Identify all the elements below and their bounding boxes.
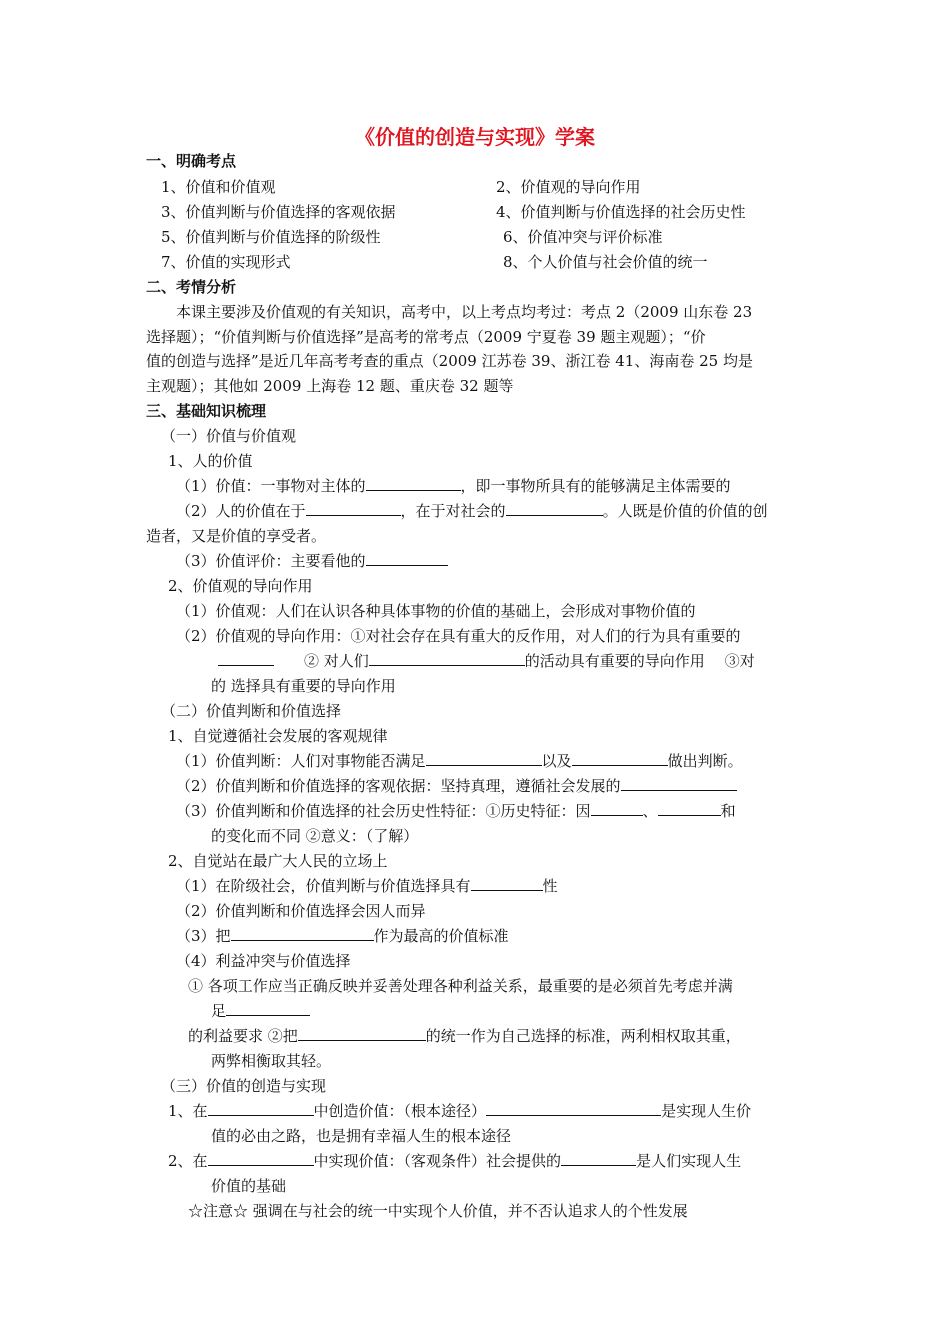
- fill-blank[interactable]: [218, 650, 274, 666]
- exam-point-6: 6、价值冲突与评价标准: [503, 228, 663, 246]
- exam-point-4: 4、价值判断与价值选择的社会历史性: [496, 203, 746, 221]
- fill-blank[interactable]: [426, 750, 542, 766]
- text: ，在于对社会的: [400, 502, 506, 520]
- text: （1）价值：一事物对主体的: [176, 477, 366, 495]
- analysis-line-2: 选择题）；“价值判断与价值选择”是高考的常考点（2009 宁夏卷 39 题主观题）；“价: [146, 328, 706, 346]
- text: 的统一作为自己选择的标准，两利相权取其重，: [425, 1027, 741, 1045]
- document-title: 《价值的创造与实现》学案: [355, 125, 595, 149]
- item-historicity: [176, 800, 736, 822]
- text: 的利益要求 ②把: [188, 1027, 298, 1045]
- fill-blank[interactable]: [471, 875, 543, 891]
- item-interest-2: [188, 1025, 741, 1047]
- part-1-subtitle-2: 2、价值观的导向作用: [168, 577, 313, 595]
- text: ③对: [724, 652, 755, 670]
- text: （3）价值判断和价值选择的社会历史性特征：①历史特征：因: [176, 802, 591, 820]
- text: （3）价值评价：主要看他的: [176, 552, 366, 570]
- text: （1）价值判断：人们对事物能否满足: [176, 752, 426, 770]
- exam-point-1: 1、价值和价值观: [161, 178, 276, 196]
- item-interest-conflict: （4）利益冲突与价值选择: [176, 952, 351, 970]
- item-human-value-cont: 造者，又是价值的享受者。: [146, 527, 327, 545]
- item-value-definition: [176, 475, 731, 497]
- item-differs-by-person: （2）价值判断和价值选择会因人而异: [176, 902, 426, 920]
- item-interest-2-cont: 两弊相衡取其轻。: [211, 1052, 332, 1070]
- section-1-heading: 一、明确考点: [146, 152, 237, 170]
- text: 1、在: [168, 1102, 208, 1120]
- item-values-view: （1）价值观：人们在认识各种具体事物的价值的基础上，会形成对事物价值的: [176, 602, 696, 620]
- part-3-title: （三）价值的创造与实现: [161, 1077, 327, 1095]
- item-guidance-role-end: 的 选择具有重要的导向作用: [211, 677, 396, 695]
- item-interest-1-cont: [211, 1000, 310, 1022]
- item-realize-value: [168, 1150, 741, 1172]
- item-objective-basis: [176, 775, 737, 797]
- item-class-nature: [176, 875, 558, 897]
- text: 中实现价值：（客观条件）社会提供的: [313, 1152, 562, 1170]
- exam-point-3: 3、价值判断与价值选择的客观依据: [161, 203, 396, 221]
- text: 性: [542, 877, 558, 895]
- fill-blank[interactable]: [561, 1150, 636, 1166]
- part-1-subtitle-1: 1、人的价值: [168, 452, 253, 470]
- fill-blank[interactable]: [231, 925, 374, 941]
- item-create-value: [168, 1100, 751, 1122]
- exam-point-7: 7、价值的实现形式: [161, 253, 291, 271]
- text: 、: [642, 802, 658, 820]
- item-interest-1: ① 各项工作应当正确反映并妥善处理各种利益关系，最重要的是必须首先考虑并满: [188, 977, 733, 995]
- text: （2）价值判断和价值选择的客观依据：坚持真理，遵循社会发展的: [176, 777, 621, 795]
- fill-blank[interactable]: [506, 500, 603, 516]
- text: 2、在: [168, 1152, 208, 1170]
- fill-blank[interactable]: [366, 475, 461, 491]
- part-2-subtitle-1: 1、自觉遵循社会发展的客观规律: [168, 727, 388, 745]
- item-guidance-role-cont: [218, 650, 755, 672]
- fill-blank[interactable]: [621, 775, 737, 791]
- text: 作为最高的价值标准: [373, 927, 509, 945]
- text: 和: [720, 802, 736, 820]
- text: （2）人的价值在于: [176, 502, 306, 520]
- text: （1）在阶级社会，价值判断与价值选择具有: [176, 877, 471, 895]
- section-3-heading: 三、基础知识梳理: [146, 402, 267, 420]
- analysis-line-1: 本课主要涉及价值观的有关知识，高考中，以上考点均考过：考点 2（2009 山东卷 23: [176, 303, 753, 321]
- text: 以及: [541, 752, 572, 770]
- item-historicity-cont: 的变化而不同 ②意义：（了解）: [211, 827, 419, 845]
- item-value-evaluation: [176, 550, 448, 572]
- item-value-judgment: [176, 750, 743, 772]
- exam-point-2: 2、价值观的导向作用: [496, 178, 641, 196]
- text: 。人既是价值的价值的创: [602, 502, 768, 520]
- fill-blank[interactable]: [208, 1100, 314, 1116]
- fill-blank[interactable]: [298, 1025, 426, 1041]
- exam-point-5: 5、价值判断与价值选择的阶级性: [161, 228, 381, 246]
- item-realize-value-cont: 价值的基础: [211, 1177, 287, 1195]
- text: ，即一事物所具有的能够满足主体需要的: [460, 477, 731, 495]
- fill-blank[interactable]: [369, 650, 525, 666]
- text: ② 对人们: [304, 652, 369, 670]
- item-create-value-cont: 值的必由之路，也是拥有幸福人生的根本途径: [211, 1127, 512, 1145]
- item-guidance-role: （2）价值观的导向作用：①对社会存在具有重大的反作用，对人们的行为具有重要的: [176, 627, 741, 645]
- fill-blank[interactable]: [572, 750, 668, 766]
- item-highest-standard: [176, 925, 509, 947]
- fill-blank[interactable]: [226, 1000, 310, 1016]
- part-2-title: （二）价值判断和价值选择: [161, 702, 342, 720]
- part-1-title: （一）价值与价值观: [161, 427, 297, 445]
- fill-blank[interactable]: [306, 500, 401, 516]
- section-2-heading: 二、考情分析: [146, 278, 237, 296]
- fill-blank[interactable]: [366, 550, 448, 566]
- analysis-line-4: 主观题）；其他如 2009 上海卷 12 题、重庆卷 32 题等: [146, 377, 514, 395]
- text: 做出判断。: [667, 752, 743, 770]
- analysis-line-3: 值的创造与选择”是近几年高考考查的重点（2009 江苏卷 39、浙江卷 41、海南卷 25 均是: [146, 352, 753, 370]
- fill-blank[interactable]: [658, 800, 721, 816]
- text: 的活动具有重要的导向作用: [524, 652, 705, 670]
- item-human-value: [176, 500, 768, 522]
- text: 是实现人生价: [661, 1102, 752, 1120]
- note: ☆注意☆ 强调在与社会的统一中实现个人价值，并不否认追求人的个性发展: [188, 1202, 688, 1220]
- text: 中创造价值：（根本途径）: [313, 1102, 487, 1120]
- text: 足: [211, 1002, 227, 1020]
- fill-blank[interactable]: [486, 1100, 661, 1116]
- text: （3）把: [176, 927, 231, 945]
- fill-blank[interactable]: [591, 800, 643, 816]
- text: 是人们实现人生: [636, 1152, 742, 1170]
- fill-blank[interactable]: [208, 1150, 314, 1166]
- part-2-subtitle-2: 2、自觉站在最广大人民的立场上: [168, 852, 388, 870]
- exam-point-8: 8、个人价值与社会价值的统一: [503, 253, 708, 271]
